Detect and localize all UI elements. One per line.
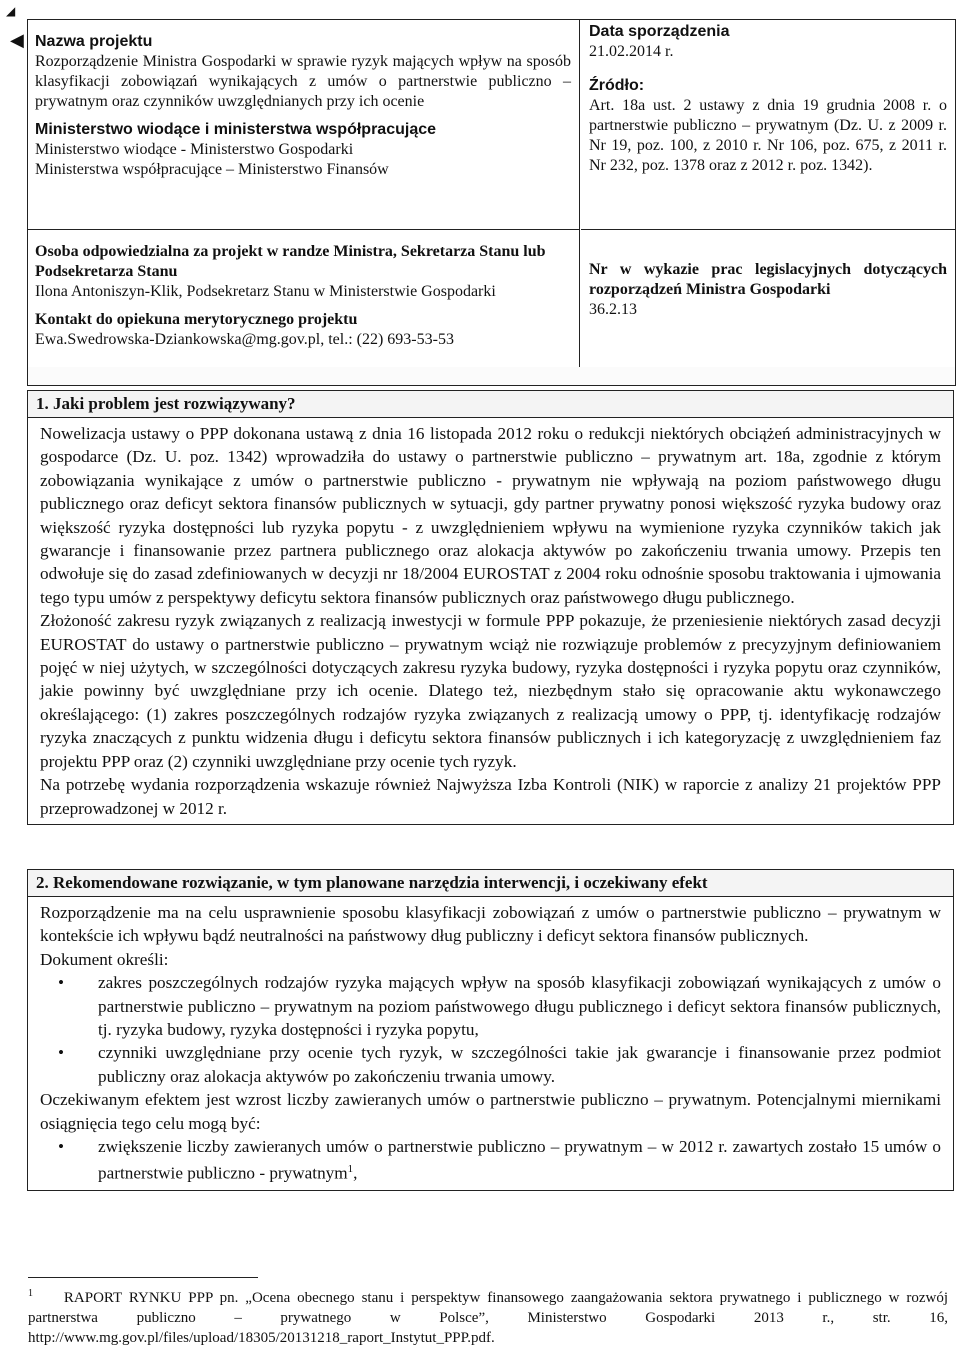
determinations-list [40, 971, 941, 1088]
contact-label: Kontakt do opiekuna merytorycznego projektu [35, 311, 358, 328]
section-1 [27, 390, 954, 825]
list-item: • czynniki uwzględniane przy ocenie tych ryzyk, w szczególności takie jak gwarancje i finansowanie przez podmiot publiczny oraz alokacja aktywów po zakończeniu trwania umowy. [98, 1041, 941, 1088]
section-1-paragraph: Na potrzebę wydania rozporządzenia wskazuje również Najwyższa Izba Kontroli (NIK) w raporcie z analizy 21 projektów PPP przeprowadzonej w 2012 r. [40, 775, 941, 818]
list-item: • zakres poszczególnych rodzajów ryzyka mających wpływ na sposób klasyfikacji zobowiązań wynikających z umów o partnerstwie publiczno – prywatnym na poziom państwowego długu publicznego i deficyt sektora finansów publicznych, tj. ryzyka budowy, ryzyka dostępności i ryzyka popytu, [98, 971, 941, 1041]
list-item-text: zwiększenie liczby zawieranych umów o partnerstwie publiczno – prywatnym – w 2012 r. zawartych zostało 15 umów o partnerstwie publiczno - prywatnym [98, 1137, 941, 1184]
section-2-paragraph: Dokument określi: [40, 949, 169, 969]
source-label: Źródło: [589, 77, 645, 94]
section-1-title: 1. Jaki problem jest rozwiązywany? [28, 391, 953, 418]
footnote-text: RAPORT RYNKU PPP pn. „Ocena obecnego stanu i perspektyw finansowego zaangażowania sektora prywatnego i publicznego w rozwój partnerstwa publiczno – prywatnego w Polsce”, Ministerstwo Gospodarki 2013 r., str. 16, http://www.mg.gov.pl/files/upload/18305/20131218_raport_Instytut_PPP.pdf. [28, 1290, 948, 1346]
ministries-label: Ministerstwo wiodące i ministerstwa współpracujące [35, 121, 437, 138]
measures-list [40, 1135, 941, 1186]
list-item-end: , [353, 1164, 358, 1184]
project-name: Rozporządzenie Ministra Gospodarki w sprawie ryzyk mających wpływ na sposób klasyfikacji zobowiązań wynikających z umów o partnerstwie publiczno – prywatnym oraz czynników uwzględnianych przy ich ocenie [35, 53, 571, 110]
scan-arrow-icon: ◀ [10, 30, 24, 50]
header-right-column [581, 20, 955, 368]
scan-mark-icon: ◢ [6, 4, 16, 18]
project-name-label: Nazwa projektu [35, 33, 153, 50]
section-2-paragraph: Oczekiwanym efektem jest wzrost liczby zawieranych umów o partnerstwie publiczno – prywatnym. Potencjalnymi miernikami osiągnięcia tego celu mogą być: [40, 1090, 941, 1133]
footnote-number: 1 [28, 1288, 33, 1299]
leading-ministry: Ministerstwo wiodące - Ministerstwo Gospodarki [35, 141, 354, 158]
responsible-person-cell [28, 230, 579, 350]
section-1-paragraph: Nowelizacja ustawy o PPP dokonana ustawą z dnia 16 listopada 2012 roku o redukcji niektórych obciążeń administracyjnych w gospodarce (Dz. U. poz. 1342) wprowadziła do ustawy o partnerstwie publiczno – prywatnym art. 18a, zgodnie z którym zobowiązania wynikające z umów o partnerstwie publiczno - prywatnym nie wpływają na poziom państwowego długu publicznego oraz deficyt sektora finansów publicznych w sytuacji, gdy partner prywatny ponosi większość ryzyka budowy oraz większość ryzyka dostępności lub ryzyka popytu - z uwzględnieniem wpływu na wymienione ryzyka czynników takich jak gwarancje i finansowanie przez partnera publicznego oraz alokacja aktywów po zakończeniu trwania umowy. Przepis ten odwołuje się do zasad zdefiniowanych w decyzji nr 18/2004 EUROSTAT z 2004 roku odnośnie sposobu traktowania i ujmowania tego typu umów z perspektywy deficytu sektora finansów publicznych oraz państwowego długu publicznego. [40, 424, 941, 607]
list-item [98, 1135, 941, 1186]
section-2-paragraph: Rozporządzenie ma na celu usprawnienie sposobu klasyfikacji zobowiązań z umów o partnerstwie publiczno – prywatnym w kontekście ich wpływu bądź neutralności na państwowy dług publiczny i deficyt sektora finansów publicznych. [40, 903, 941, 946]
responsible-label: Osoba odpowiedzialna za projekt w randze Ministra, Sekretarza Stanu lub Podsekretarza Stanu [35, 243, 546, 280]
responsible-person: Ilona Antoniszyn-Klik, Podsekretarz Stanu w Ministerstwie Gospodarki [35, 283, 496, 300]
cooperating-ministries: Ministerstwa współpracujące – Ministerstwo Finansów [35, 161, 389, 178]
section-1-paragraph: Złożoność zakresu ryzyk związanych z realizacją inwestycji w formule PPP pokazuje, że przeniesienie niektórych zasad decyzji EUROSTAT do ustawy o partnerstwie publiczno – prywatnym wciąż nie rozwiązuje problemów z precyzyjnym definiowaniem pojęć w niej użytych, w szczególności dotyczących zakresu ryzyka budowy, ryzyka dostępności i ryzyka popytu oraz czynników, jakie powinny być uwzględniane przy ich ocenie. Dlatego też, niezbędnym stało się opracowanie aktu wykonawczego określającego: (1) zakres poszczególnych rodzajów ryzyka związanych z realizacją umowy o PPP, tj. identyfikację rodzajów ryzyka znaczących z punktu widzenia długu i deficytu sektora finansów publicznych i ich kategoryzację z uwzględnieniem faz projektu PPP oraz (2) czynniki uwzględniane przy ocenie tych ryzyk. [40, 611, 941, 771]
date-label: Data sporządzenia [589, 23, 730, 40]
date-source-cell [581, 20, 955, 230]
section-2-title: 2. Rekomendowane rozwiązanie, w tym planowane narzędzia interwencji, i oczekiwany efekt [28, 870, 953, 897]
footnote-separator [28, 1277, 258, 1278]
date-value: 21.02.2014 r. [589, 43, 674, 60]
source-value: Art. 18a ust. 2 ustawy z dnia 19 grudnia 2008 r. o partnerstwie publiczno – prywatnym (Dz. U. z 2009 r. Nr 19, poz. 100, z 2010 r. Nr 106, poz. 675, z 2011 r. Nr 232, poz. 1378 oraz z 2012 r. poz. 1342). [589, 97, 947, 174]
list-number: 36.2.13 [589, 301, 637, 318]
section-2 [27, 869, 954, 1191]
footnote [28, 1284, 948, 1348]
legislative-list-cell [581, 230, 955, 320]
section-2-body [28, 897, 953, 1190]
section-1-body [28, 418, 953, 824]
header-table [27, 19, 956, 369]
project-info-cell [28, 20, 579, 230]
contact-info: Ewa.Swedrowska-Dziankowska@mg.gov.pl, tel.: (22) 693-53-53 [35, 331, 454, 348]
footnote-ref[interactable]: 1 [347, 1163, 354, 1176]
separator-band [27, 367, 956, 386]
header-left-column [28, 20, 580, 368]
list-label: Nr w wykazie prac legislacyjnych dotyczących rozporządzeń Ministra Gospodarki [589, 261, 947, 298]
